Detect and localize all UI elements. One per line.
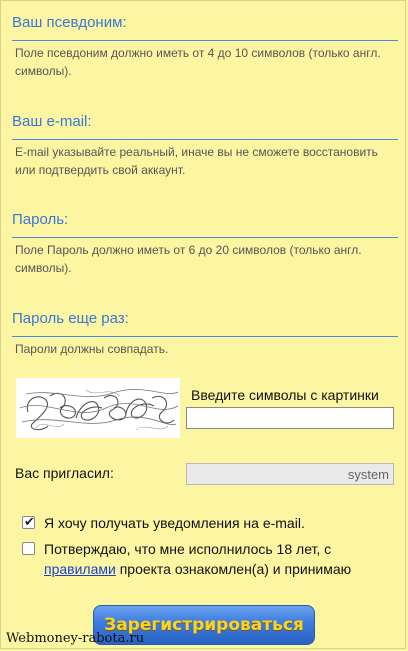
nickname-field[interactable] — [12, 14, 398, 78]
captcha-label: Введите символы с картинки — [191, 387, 379, 403]
email-hint: E-mail указывайте реальный, иначе вы не сможете восстановить или подтвердить свой аккаунт. — [15, 145, 378, 177]
email-label: Ваш e-mail: — [12, 113, 92, 130]
rules-link[interactable]: правилами — [44, 561, 116, 577]
password-confirm-input-line[interactable] — [12, 336, 398, 337]
notifications-checkbox[interactable] — [22, 516, 35, 529]
captcha-input[interactable] — [186, 407, 394, 429]
nickname-hint: Поле псевдоним должно иметь от 4 до 10 символов (только англ. символы). — [15, 46, 381, 78]
checkmark-icon: ✔ — [24, 514, 35, 529]
password-confirm-label: Пароль еще раз: — [12, 310, 129, 327]
captcha-image — [16, 378, 180, 438]
age-rules-text-after: проекта ознакомлен(а) и принимаю — [115, 561, 352, 577]
password-confirm-field[interactable] — [12, 310, 398, 356]
age-rules-checkbox[interactable] — [22, 542, 35, 555]
invited-label: Вас пригласил: — [15, 465, 114, 481]
invited-input[interactable] — [186, 463, 394, 485]
email-field[interactable] — [12, 113, 398, 177]
password-input-line[interactable] — [12, 237, 398, 238]
password-confirm-hint: Пароли должны совпадать. — [15, 342, 169, 356]
password-label: Пароль: — [12, 211, 69, 228]
captcha-scribble-graphic — [16, 378, 180, 438]
notifications-label: Я хочу получать уведомления на e-mail. — [44, 515, 305, 531]
nickname-input-line[interactable] — [12, 40, 398, 41]
register-button[interactable]: Зарегистрироваться — [93, 605, 315, 645]
age-rules-text-before: Потверждаю, что мне исполнилось 18 лет, с — [44, 541, 332, 557]
password-hint: Поле Пароль должно иметь от 6 до 20 символов (только англ. символы). — [15, 243, 362, 275]
watermark-text: Webmoney-rabota.ru — [6, 631, 145, 646]
age-rules-label — [44, 539, 384, 579]
email-input-line[interactable] — [12, 139, 398, 140]
nickname-label: Ваш псевдоним: — [12, 14, 127, 31]
password-field[interactable] — [12, 211, 398, 275]
